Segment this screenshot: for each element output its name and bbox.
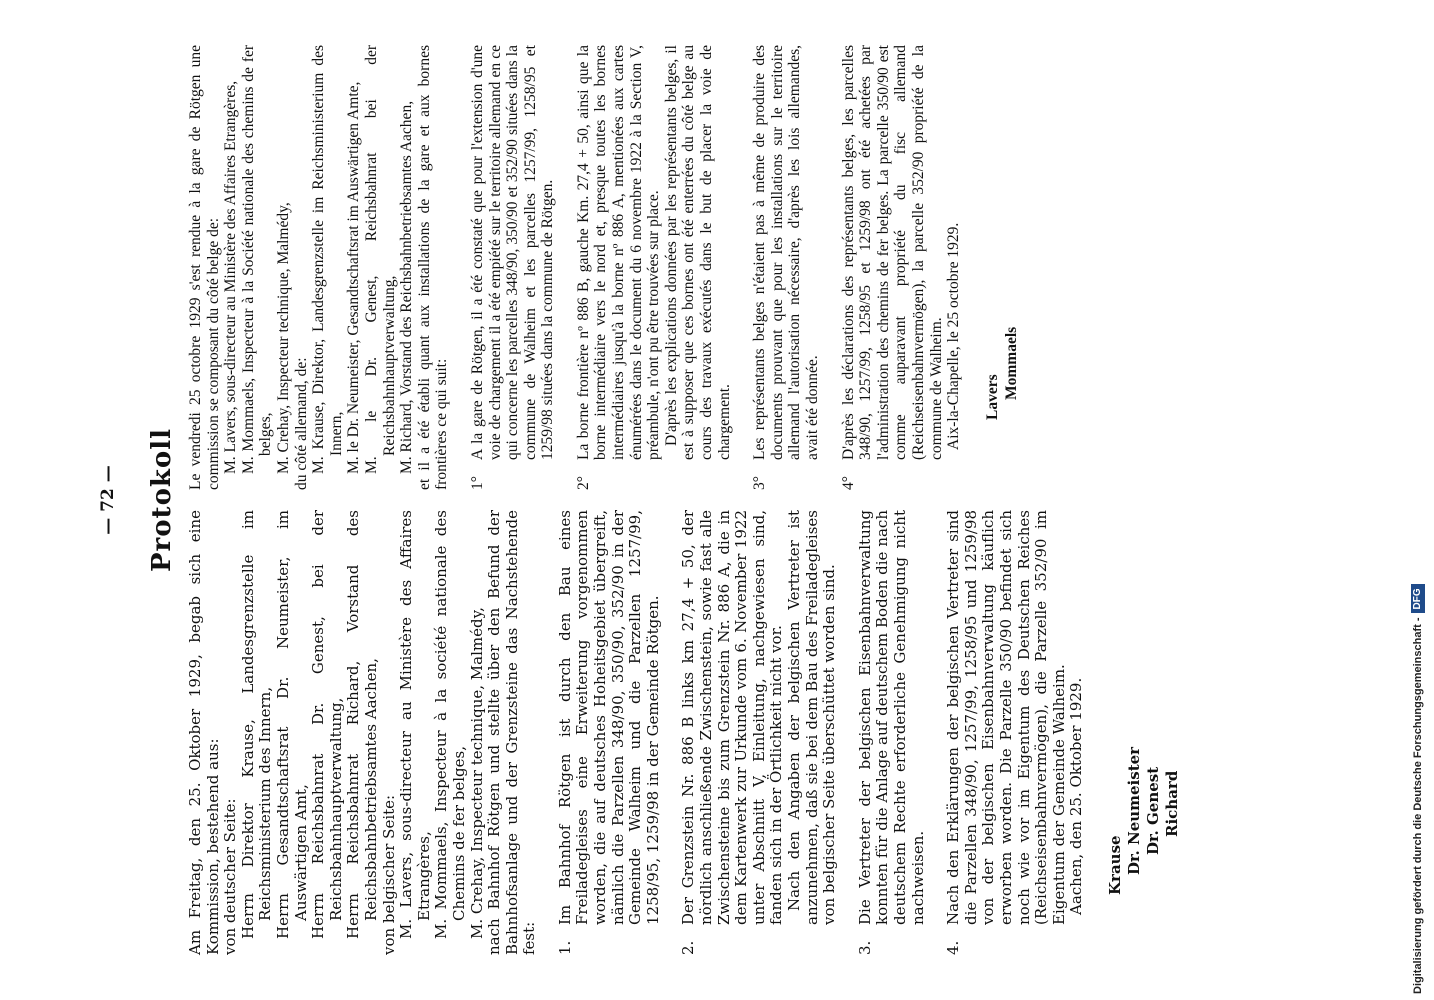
point-text-continued: Nach den Angaben der belgischen Vertreter ist anzunehmen, daß sie bei dem Bau des Freiladegleises von belgischer Seite überschüttet worden sind.	[785, 510, 839, 925]
french-point	[840, 45, 946, 490]
german-member: Herrn Reichsbahnrat Richard, Vorstand des Reichsbahnbetriebsamtes Aachen,	[344, 510, 380, 939]
point-text: A la gare de Rötgen, il a été constaté que pour l'extension d'une voie de chargement il a été empiété sur le territoire allemand en ce qui concerne les parcelles 348/90, 350/90 et 352/90 situées dans la commune de Walheim et les parcelles 1257/99, 1258/95 et 1259/98 situées dans la commune de Rötgen.	[468, 45, 557, 460]
point-text: D'après les déclarations des représentants belges, les parcelles 348/90, 1257/99, 1258/95 et 1259/98 ont été achetées par l'administration des chemins de fer belges. La parcelle 350/90 est comme auparavant propriété du fisc allemand (Reichseisenbahnvermögen), la parcelle 352/90 propriété de la commune de Walheim.	[839, 45, 945, 460]
belgian-side-label: von belgischer Seite:	[379, 794, 398, 955]
funding-note-text: Digitalisierung gefördert durch die Deutsche Forschungsgemeinschaft -	[1412, 617, 1424, 994]
french-point	[575, 45, 733, 490]
french-intro: Le vendredi 25 octobre 1929 s'est rendue à la gare de Rötgen une commission se composant du côté belge de:	[187, 45, 222, 490]
german-member: M. le Dr. Genest, Reichsbahnrat bei der Reichsbahnhauptverwaltung,	[362, 45, 398, 474]
belgian-member: M. Crehay, Inspecteur technique, Malmédy,	[467, 607, 486, 939]
german-signatures	[1106, 510, 1182, 955]
signature: Krause	[1105, 835, 1124, 895]
page-title: Protokoll	[147, 427, 177, 573]
point-number: 3°	[751, 476, 769, 490]
german-after-members: nach Bahnhof Rötgen und stellte über den Befund der Bahnhofsanlage und der Grenzsteine das Nachstehende fest:	[485, 510, 539, 955]
french-signatures	[983, 45, 1021, 490]
point-text: Nach den Erklärungen der belgischen Vertreter sind die Parzellen 348/90, 1257/99, 1258/95 und 1259/98 von der belgischen Eisenbahnverwaltung käuflich erworben worden. Die Parzelle 350/90 befindet sich noch wie vor im Eigentum des Deutschen Reiches (Reichseisenbahnvermögen), die Parzelle 352/90 im Eigentum der Gemeinde Walheim.	[944, 510, 1068, 925]
signature: Dr. Neumeister	[1124, 746, 1143, 875]
signature: Dr. Genest	[1143, 766, 1162, 855]
belgian-member: M. Lavers, sous-directeur au Ministère des Affaires Etrangères,	[222, 80, 240, 474]
german-member: M. Krause, Direktor, Landesgrenzstelle im Reichsministerium des Innern,	[310, 45, 345, 474]
german-member: Herrn Gesandtschaftsrat Dr. Neumeister, im Auswärtigen Amt,	[273, 510, 310, 939]
german-date: Aachen, den 25. Oktober 1929.	[1067, 677, 1086, 915]
page-number: — 72 —	[98, 465, 118, 535]
german-point	[857, 510, 927, 955]
point-number: 2.	[679, 940, 698, 955]
belgian-member: M. Mommaels, Inspecteur à la Société nationale des chemins de fer belges,	[239, 45, 275, 474]
german-point	[680, 510, 838, 955]
german-point	[945, 510, 1068, 955]
point-text: Der Grenzstein Nr. 886 B links km 27,4 + 50, der nördlich anschließende Zwischenstein, sowie fast alle Zwischensteine bis zum Grenzstein Nr. 886 A, die in dem Kartenwerk zur Urkunde vom 6. November 1922 unter Abschnitt V, Einleitung, nachgewiesen sind, fanden sich in der Örtlichkeit nicht vor.	[679, 510, 786, 925]
german-side-label-fr: du côté allemand, de:	[292, 357, 310, 490]
point-number: 1°	[468, 476, 486, 490]
german-member: M. le Dr. Neumeister, Gesandtschaftsrat im Auswärtigen Amte,	[345, 81, 363, 474]
document-page	[12, 0, 1252, 1000]
belgian-member: M. Lavers, sous-directeur au Ministère des Affaires Etrangères,	[397, 510, 433, 939]
point-text-continued: D'après les explications données par les représentants belges, il est à supposer que ces bornes ont été enterrées du côté belge au cours des travaux exécutés dans le but de placer la voie de chargement.	[662, 45, 733, 460]
point-text: La borne frontière nº 886 B, gauche Km. 27,4 + 50, ainsi que la borne intermédiaire vers le nord et, presque toutes les bornes intermédiaires jusqu'à la borne nº 886 A, mentionées aux cartes énumérées dans le document du 6 novembre 1922 à la Section V, préambule, n'ont pu être trouvées sur place.	[574, 45, 663, 460]
german-member: Herrn Reichsbahnrat Dr. Genest, bei der Reichsbahnhauptverwaltung,	[309, 510, 345, 939]
signature: Richard	[1162, 770, 1181, 837]
german-side-label: von deutscher Seite:	[221, 798, 240, 955]
french-point	[469, 45, 557, 490]
french-after-members: et il a été établi quant aux installations de la gare et aux bornes frontières ce qui suit:	[415, 45, 451, 490]
french-column	[187, 45, 1021, 490]
point-text: Im Bahnhof Rötgen ist durch den Bau eines Freiladegleises eine Erweiterung vorgenommen worden, die auf deutsches Hoheitsgebiet übergreift, nämlich die Parzellen 348/90, 350/90, 352/90 in der Gemeinde Walheim und die Parzellen 1257/99, 1258/95, 1259/98 in der Gemeinde Rötgen.	[555, 510, 662, 925]
funding-note	[1408, 6, 1428, 994]
point-number: 4.	[944, 940, 963, 955]
german-intro: Am Freitag, den 25. Oktober 1929, begab sich eine Kommission, bestehend aus:	[186, 510, 222, 955]
point-number: 4°	[839, 476, 857, 490]
french-point	[751, 45, 821, 490]
french-date: Aix-la-Chapelle, le 25 octobre 1929.	[945, 222, 963, 450]
point-number: 2°	[574, 476, 592, 490]
belgian-member: M. Crehay, Inspecteur technique, Malmédy,	[274, 202, 292, 474]
belgian-member: M. Mommaels, Inspecteur à la société nationale des Chemins de fer belges,	[432, 510, 468, 939]
german-column	[187, 510, 1182, 955]
german-member: Herrn Direktor Krause, Landesgrenzstelle im Reichsministerium des Innern,	[238, 510, 275, 939]
german-member: M. Richard, Vorstand des Reichsbahnbetriebsamtes Aachen,	[398, 100, 416, 474]
point-text: Die Vertreter der belgischen Eisenbahnverwaltung konnten für die Anlage auf deutschem Boden die nach deutschem Rechte erforderliche Genehmigung nicht nachweisen.	[855, 510, 927, 925]
point-text: Les représentants belges n'étaient pas à même de produire des documents prouvant que pour les installations sur le territoire allemand l'autorisation nécessaire, d'après les lois allemandes, avait été donnée.	[751, 45, 821, 460]
signature: Mommaels	[1002, 326, 1020, 400]
signature: Lavers	[983, 374, 1001, 420]
german-point	[557, 510, 663, 955]
point-number: 1.	[555, 940, 574, 955]
point-number: 3.	[855, 940, 874, 955]
dfg-logo: DFG	[1411, 584, 1425, 613]
